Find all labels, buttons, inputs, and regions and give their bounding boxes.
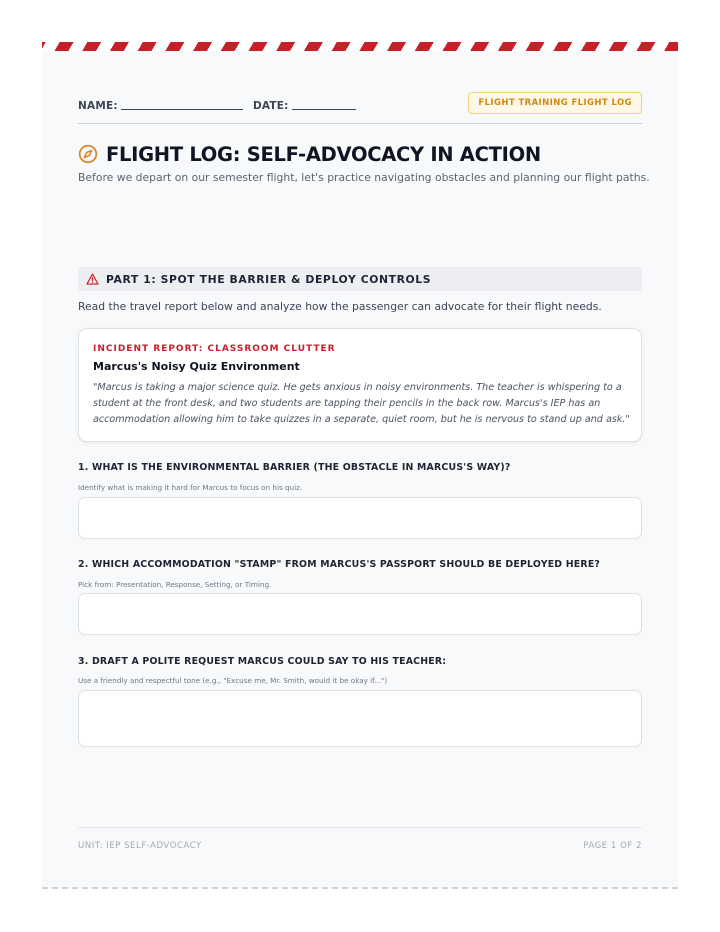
name-label: NAME: bbox=[78, 100, 118, 112]
incident-body: "Marcus is taking a major science quiz. He gets anxious in noisy environments. The teacher is whispering to a student at the front desk, and two students are tapping their pencils in the back row. Marcus's IEP has an accommodation allowing him to take quizzes in a separate, quiet room, but he is nervous to stand up and ask." bbox=[93, 382, 630, 425]
question-2-label: 2. WHICH ACCOMMODATION "STAMP" FROM MARCUS'S PASSPORT SHOULD BE DEPLOYED HERE? bbox=[78, 559, 601, 570]
worksheet-page bbox=[42, 42, 678, 888]
date-label: DATE: bbox=[253, 100, 289, 112]
question-3-hint: Use a friendly and respectful tone (e.g., "Excuse me, Mr. Smith, would it be okay if...") bbox=[78, 676, 388, 685]
footer-unit: UNIT: IEP SELF-ADVOCACY bbox=[78, 841, 202, 851]
part-1-title: PART 1: SPOT THE BARRIER & DEPLOY CONTROLS bbox=[106, 272, 432, 286]
question-2-hint: Pick from: Presentation, Response, Setting, or Timing. bbox=[78, 580, 272, 589]
page-title: FLIGHT LOG: SELF-ADVOCACY IN ACTION bbox=[106, 142, 541, 166]
incident-report-card bbox=[78, 328, 642, 442]
part-1-header bbox=[78, 267, 642, 291]
footer-page-number: PAGE 1 OF 2 bbox=[583, 841, 642, 851]
question-1-hint: Identify what is making it hard for Marcus to focus on his quiz. bbox=[78, 483, 303, 492]
incident-title: Marcus's Noisy Quiz Environment bbox=[93, 360, 300, 373]
striped-border bbox=[42, 42, 678, 51]
question-2-answer-box[interactable] bbox=[78, 593, 642, 635]
name-blank[interactable] bbox=[121, 99, 243, 110]
incident-label: INCIDENT REPORT: CLASSROOM CLUTTER bbox=[93, 344, 336, 354]
title-row bbox=[78, 142, 541, 166]
question-1-answer-box[interactable] bbox=[78, 497, 642, 539]
cut-line bbox=[42, 887, 678, 889]
footer-divider bbox=[78, 827, 642, 828]
warning-icon bbox=[86, 273, 99, 285]
compass-icon bbox=[78, 144, 98, 164]
question-1-label: 1. WHAT IS THE ENVIRONMENTAL BARRIER (THE OBSTACLE IN MARCUS'S WAY)? bbox=[78, 462, 511, 473]
question-3-answer-box[interactable] bbox=[78, 690, 642, 747]
flight-log-badge: FLIGHT TRAINING FLIGHT LOG bbox=[468, 92, 642, 114]
page-subtitle: Before we depart on our semester flight, let's practice navigating obstacles and planning our flight paths. bbox=[78, 171, 650, 184]
name-field bbox=[78, 99, 243, 112]
date-field bbox=[253, 99, 356, 112]
question-3-label: 3. DRAFT A POLITE REQUEST MARCUS COULD SAY TO HIS TEACHER: bbox=[78, 656, 447, 667]
date-blank[interactable] bbox=[292, 99, 356, 110]
header bbox=[78, 92, 642, 124]
part-1-intro: Read the travel report below and analyze how the passenger can advocate for their flight needs. bbox=[78, 300, 602, 313]
